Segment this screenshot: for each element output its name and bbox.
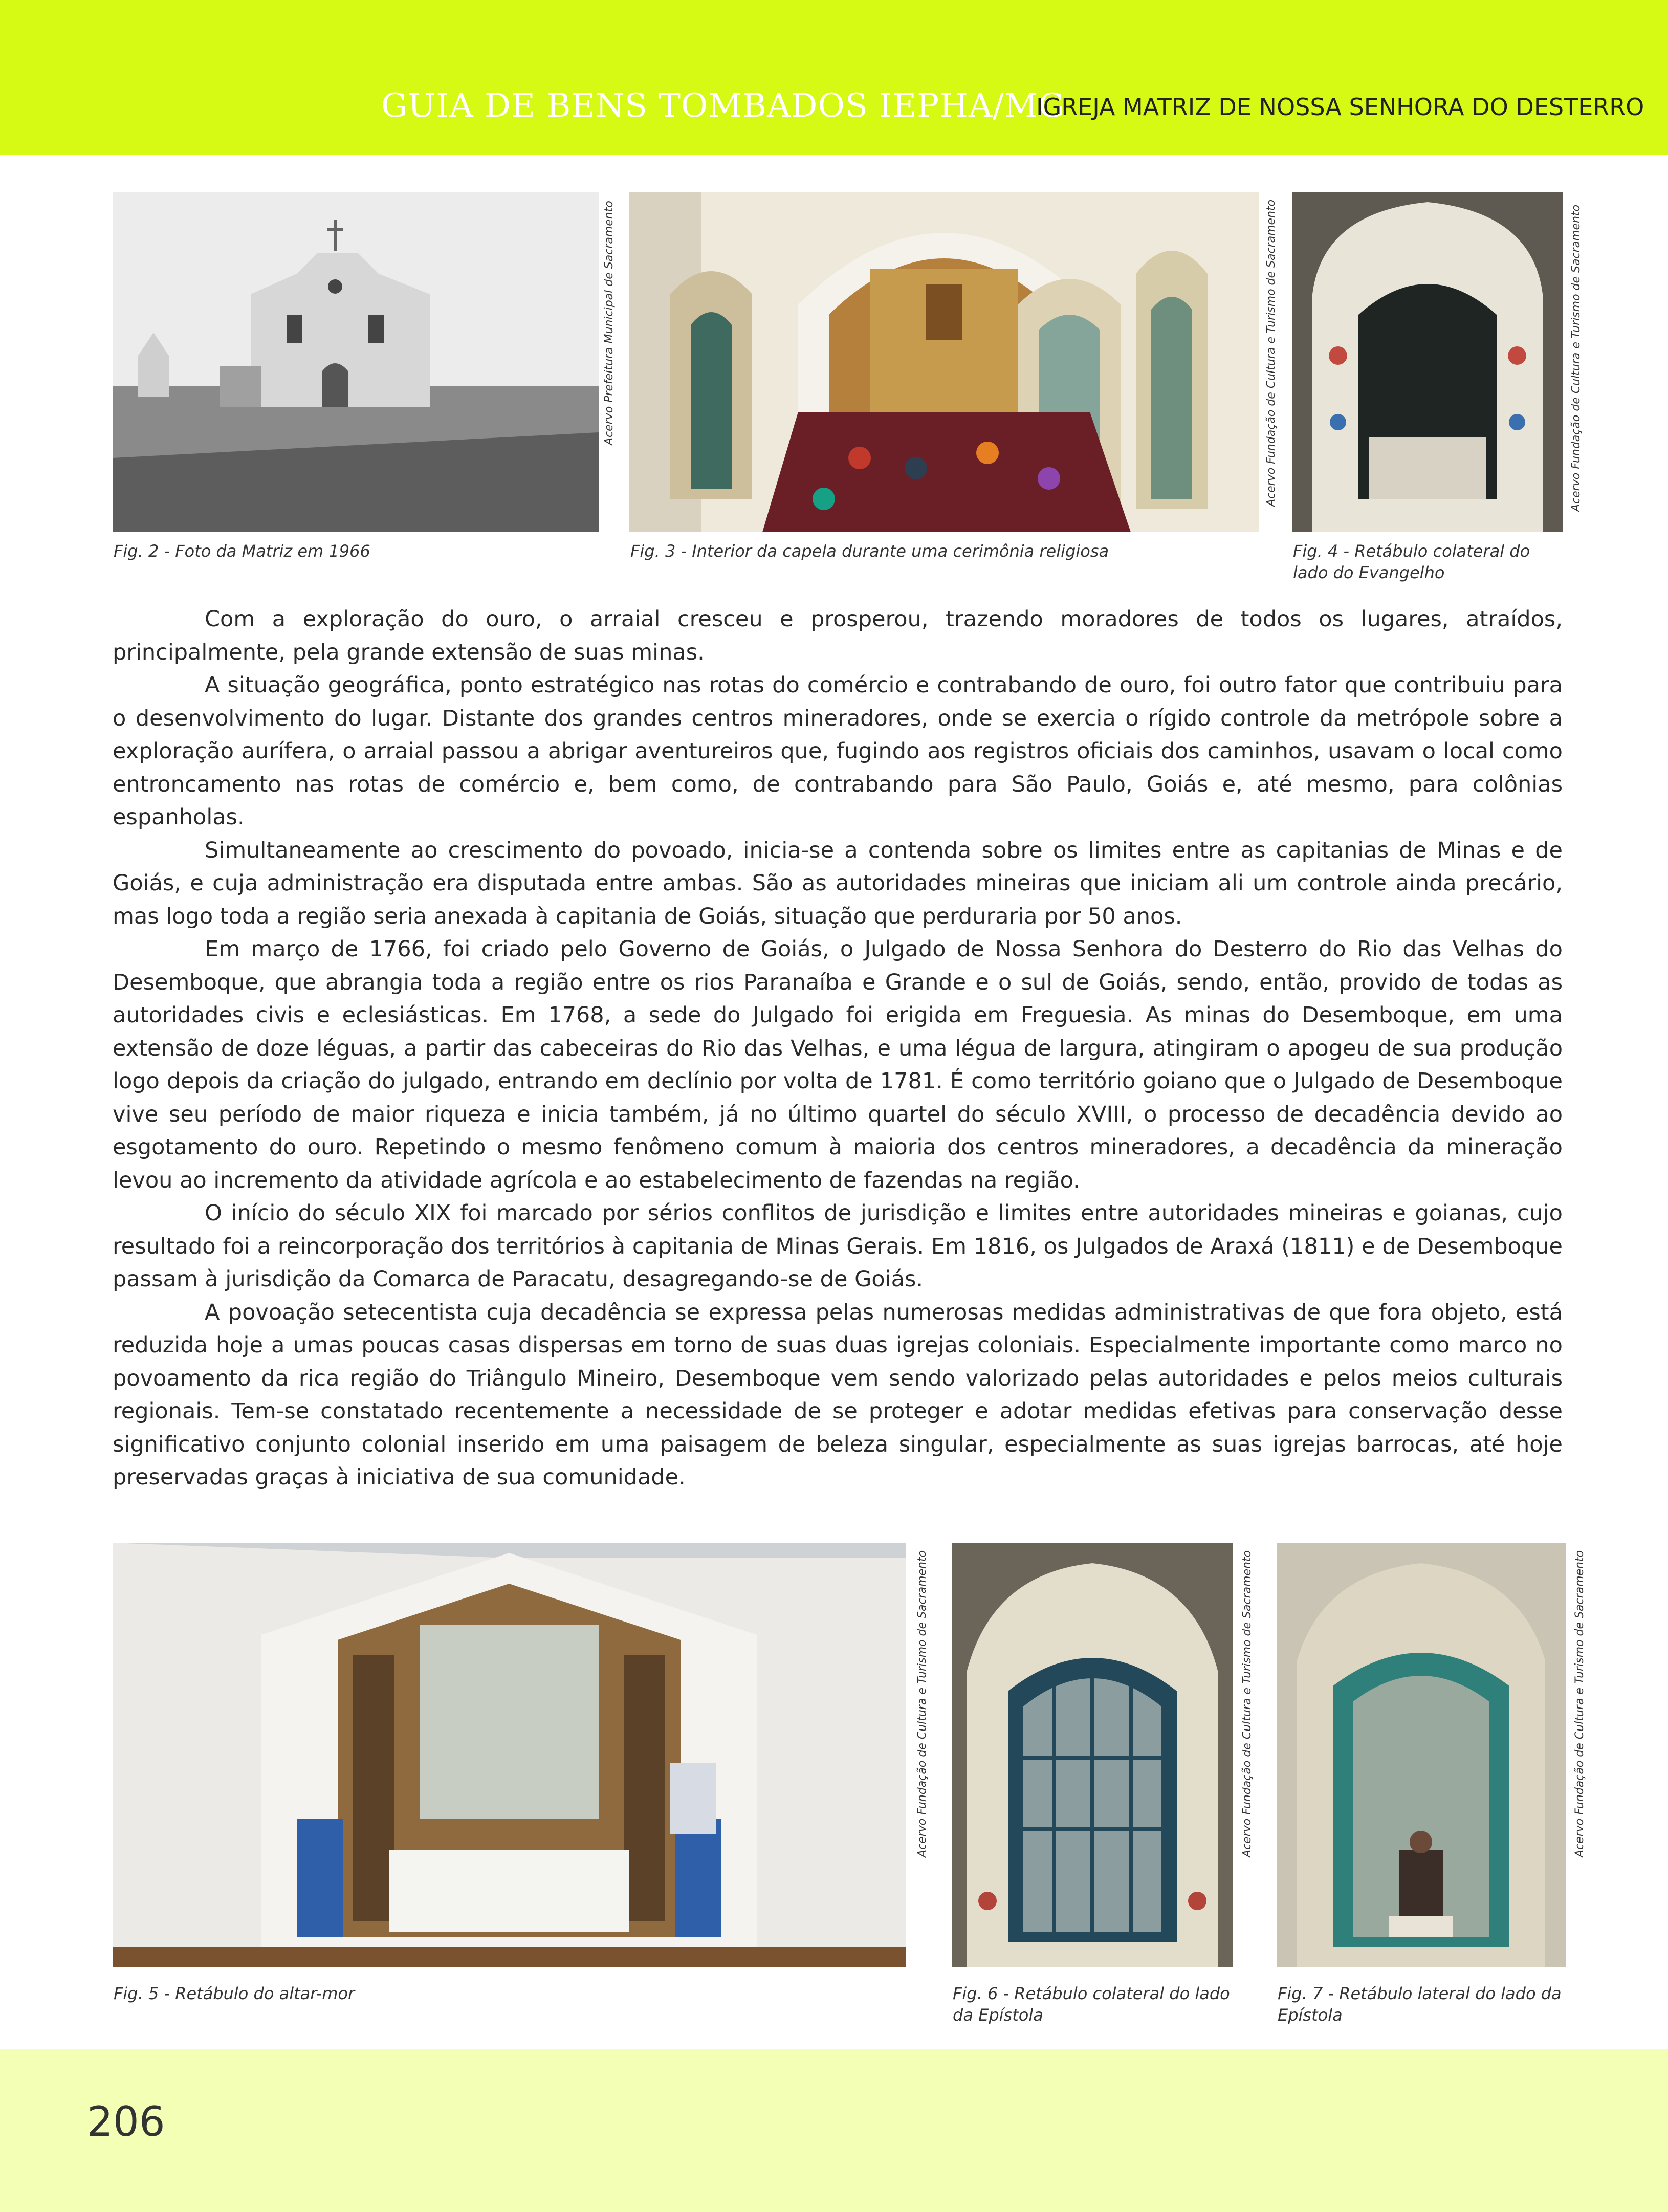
footer-band xyxy=(0,2049,1668,2212)
fig7-photo xyxy=(1277,1543,1566,1967)
paragraph: O início do século XIX foi marcado por sérios conflitos de jurisdição e limites entre autoridades mineiras e goianas, cujo resultado foi a reincorporação dos territórios à capitania de Minas Gerais. Em 1816, os Julgados de Araxá (1811) e de Desemboque passam à jurisdição da Comarca de Paracatu, desagregando-se de Goiás. xyxy=(113,1200,1563,1292)
fig6-photo xyxy=(952,1543,1233,1967)
fig4-credit: Acervo Fundação de Cultura e Turismo de Sacramento xyxy=(1570,204,1583,512)
fig7-credit: Acervo Fundação de Cultura e Turismo de Sacramento xyxy=(1573,1550,1586,1857)
fig7-caption: Fig. 7 - Retábulo lateral do lado da Epístola xyxy=(1278,1984,1562,2025)
fig6-credit: Acervo Fundação de Cultura e Turismo de Sacramento xyxy=(1241,1550,1254,1857)
fig3-credit: Acervo Fundação de Cultura e Turismo de Sacramento xyxy=(1265,199,1278,507)
fig5-credit: Acervo Fundação de Cultura e Turismo de Sacramento xyxy=(916,1550,929,1857)
section-title: IGREJA MATRIZ DE NOSSA SENHORA DO DESTERRO xyxy=(1036,93,1644,121)
paragraph: A povoação setecentista cuja decadência se expressa pelas numerosas medidas administrativas de que fora objeto, está reduzida hoje a umas poucas casas dispersas em torno de suas duas igrejas coloniais. Especialmente importante como marco no povoamento da rica região do Triângulo Mineiro, Desemboque vem sendo valorizado pelas autoridades e pelos meios culturais regionais. Tem-se constatado recentemente a necessidade de se proteger e adotar medidas efetivas para conservação desse significativo conjunto colonial inserido em uma paisagem de beleza singular, especialmente as suas igrejas barrocas, até hoje preservadas graças à iniciativa de sua comunidade. xyxy=(113,1299,1563,1490)
paragraph: Simultaneamente ao crescimento do povoado, inicia-se a contenda sobre os limites entre as capitanias de Minas e de Goiás, e cuja administração era disputada entre ambas. São as autoridades mineiras que iniciam ali um controle ainda precário, mas logo toda a região seria anexada à capitania de Goiás, situação que perduraria por 50 anos. xyxy=(113,837,1563,929)
fig3-photo xyxy=(629,192,1259,532)
body-text xyxy=(113,603,1563,1494)
fig2-photo xyxy=(113,192,599,532)
fig2-credit: Acervo Prefeitura Municipal de Sacramento xyxy=(603,201,616,445)
paragraph: Em março de 1766, foi criado pelo Governo de Goiás, o Julgado de Nossa Senhora do Desterro do Rio das Velhas do Desemboque, que abrangia toda a região entre os rios Paranaíba e Grande e o sul de Goiás, sendo, então, provido de todas as autoridades civis e eclesiásticas. Em 1768, a sede do Julgado foi erigida em Freguesia. As minas do Desemboque, em uma extensão de doze léguas, a partir das cabeceiras do Rio das Velhas, e uma légua de largura, atingiram o apogeu de sua produção logo depois da criação do julgado, entrando em declínio por volta de 1781. É como território goiano que o Julgado de Desemboque vive seu período de maior riqueza e inicia também, já no último quartel do século XVIII, o processo de decadência devido ao esgotamento do ouro. Repetindo o mesmo fenômeno comum à maioria dos centros mineradores, a decadência da mineração levou ao incremento da atividade agrícola e ao estabelecimento de fazendas na região. xyxy=(113,936,1563,1193)
paragraph: Com a exploração do ouro, o arraial cresceu e prosperou, trazendo moradores de todos os lugares, atraídos, principalmente, pela grande extensão de suas minas. xyxy=(113,606,1563,665)
fig5-caption: Fig. 5 - Retábulo do altar-mor xyxy=(114,1984,355,2003)
page-number: 206 xyxy=(87,2098,165,2145)
fig6-caption: Fig. 6 - Retábulo colateral do lado da Epístola xyxy=(953,1984,1230,2025)
fig2-caption: Fig. 2 - Foto da Matriz em 1966 xyxy=(114,541,370,561)
paragraph: A situação geográfica, ponto estratégico nas rotas do comércio e contrabando de ouro, foi outro fator que contribuiu para o desenvolvimento do lugar. Distante dos grandes centros mineradores, onde se exercia o rígido controle da metrópole sobre a exploração aurífera, o arraial passou a abrigar aventureiros que, fugindo aos registros oficiais dos caminhos, usavam o local como entroncamento nas rotas de comércio e, bem como, de contrabando para São Paulo, Goiás e, até mesmo, para colônias espanholas. xyxy=(113,672,1563,830)
fig5-photo xyxy=(113,1543,906,1967)
fig4-caption: Fig. 4 - Retábulo colateral do lado do Evangelho xyxy=(1293,541,1530,582)
header-band xyxy=(0,0,1668,155)
fig4-photo xyxy=(1292,192,1563,532)
fig3-caption: Fig. 3 - Interior da capela durante uma cerimônia religiosa xyxy=(630,541,1109,561)
guide-title: GUIA DE BENS TOMBADOS IEPHA/MG xyxy=(381,87,1065,125)
